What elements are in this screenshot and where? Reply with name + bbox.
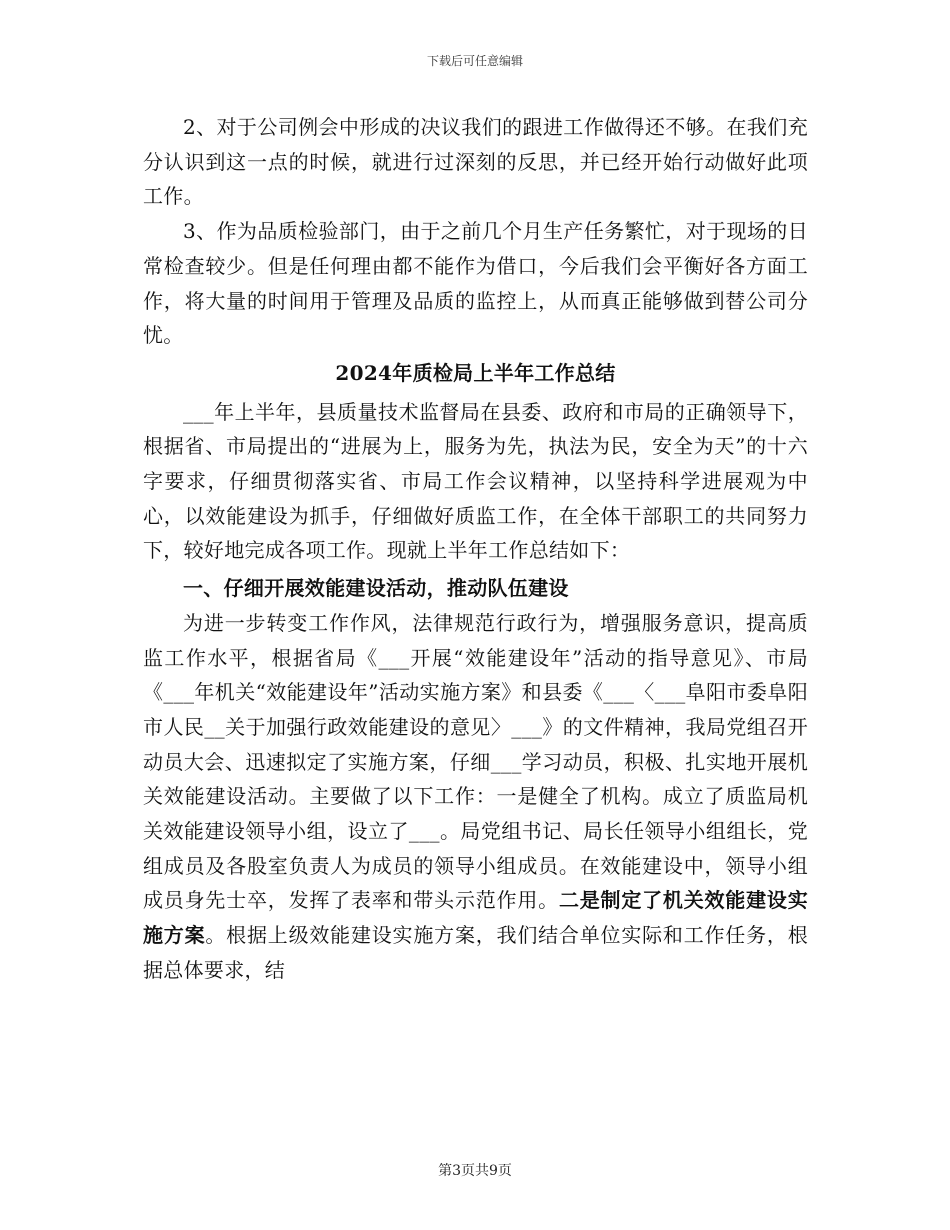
document-body: [143, 110, 808, 988]
paragraph-item-3: 3、作为品质检验部门，由于之前几个月生产任务繁忙，对于现场的日常检查较少。但是任何理由都不能作为借口，今后我们会平衡好各方面工作，将大量的时间用于管理及品质的监控上，从而真正能够做到替公司分忧。: [143, 219, 808, 348]
page-footer: 第3页共9页: [438, 1163, 512, 1179]
efficiency-text-a: 为进一步转变工作作风，法律规范行政行为，增强服务意识，提高质监工作水平，根据省局《___开展“效能建设年”活动的指导意见》、市局《___年机关“效能建设年”活动实施方案》和县委《___〈___阜阳市委阜阳市人民__关于加强行政效能建设的意见〉___》的文件精神，我局党组召开动员大会、迅速拟定了实施方案，仔细___学习动员，积极、扎实地开展机关效能建设活动。主要做了以下工作：一是健全了机构。成立了质监局机关效能建设领导小组，设立了___。局党组书记、局长任领导小组组长，党组成员及各股室负责人为成员的领导小组成员。在效能建设中，领导小组成员身先士卒，发挥了表率和带头示范作用。: [143, 610, 808, 913]
efficiency-text-c: 。根据上级效能建设实施方案，我们结合单位实际和工作任务，根据总体要求，结: [143, 923, 808, 982]
page-header: 下载后可任意编辑: [426, 54, 523, 68]
section-title: 2024年质检局上半年工作总结: [335, 360, 616, 385]
section-heading-1: 一、仔细开展效能建设活动，推动队伍建设: [183, 576, 569, 601]
paragraph-item-2: 2、对于公司例会中形成的决议我们的跟进工作做得还不够。在我们充分认识到这一点的时候，就进行过深刻的反思，并已经开始行动做好此项工作。: [143, 115, 808, 209]
efficiency-bold-text: 二是制定了机关效能建设实施方案: [143, 888, 808, 948]
intro-paragraph: ___年上半年，县质量技术监督局在县委、政府和市局的正确领导下，根据省、市局提出的“进展为上，服务为先，执法为民，安全为天”的十六字要求，仔细贯彻落实省、市局工作会议精神，以坚持科学进展观为中心，以效能建设为抓手，仔细做好质监工作，在全体干部职工的共同努力下，较好地完成各项工作。现就上半年工作总结如下：: [143, 399, 808, 563]
efficiency-paragraph: [143, 606, 808, 988]
